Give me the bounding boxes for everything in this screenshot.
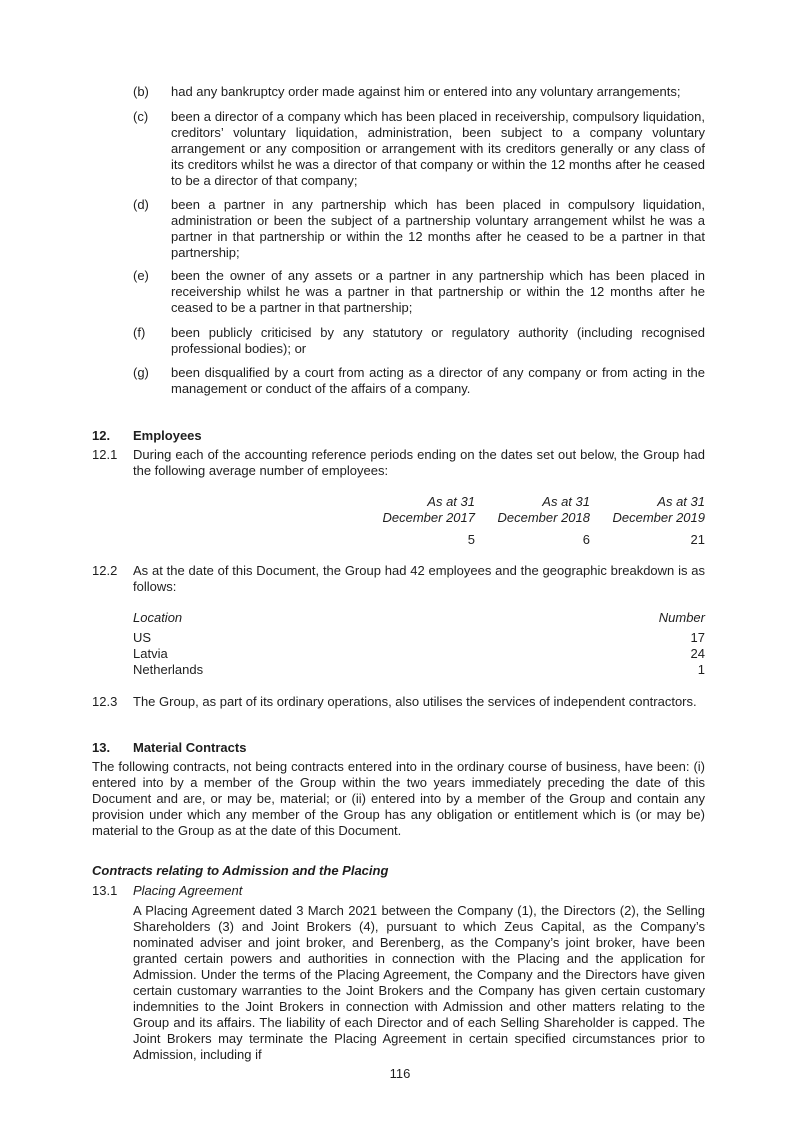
table-row: [133, 630, 705, 646]
list-item-b: [133, 84, 705, 100]
table-cell: 17: [690, 630, 705, 645]
column-header: As at 31: [427, 494, 475, 509]
section-number: 12.: [92, 428, 111, 443]
section-title: Material Contracts: [133, 740, 247, 755]
column-header: As at 31: [542, 494, 590, 509]
column-header: December 2017: [382, 510, 475, 525]
list-item-d: [133, 197, 705, 261]
section-intro: The following contracts, not being contracts entered into in the ordinary course of business, have been: (i) entered into by a member of the Group within the two years immediately preceding the date of this Document and are, or may be, material; or (ii) entered into by a member of the Group and contain any provision under which any member of the Group has any obligation or entitlement which is (or may be) material to the Group as at the date of this Document.: [92, 759, 705, 838]
paragraph-text: The Group, as part of its ordinary operations, also utilises the services of independent contractors.: [133, 694, 697, 709]
table-header-row: [360, 494, 705, 510]
table-cell: 24: [690, 646, 705, 661]
paragraph-number: 12.1: [92, 447, 118, 462]
list-item-text: been a director of a company which has been placed in receivership, compulsory liquidation, creditors’ voluntary liquidation, administration, been subject to a company voluntary arrangement or any composition or arrangement with its creditors generally or any class of its creditors whilst he was a director of that company or within the 12 months after he ceased to be a director of that company;: [171, 109, 705, 188]
section-number: 13.: [92, 740, 111, 755]
paragraph-number: 13.1: [92, 883, 118, 898]
list-item-g: [133, 365, 705, 397]
table-cell: 1: [697, 662, 705, 677]
section-title: Employees: [133, 428, 202, 443]
list-item-label: (f): [133, 325, 146, 340]
locations-table: [133, 610, 705, 678]
table-cell: US: [133, 630, 152, 645]
list-item-text: been the owner of any assets or a partner in any partnership which has been placed in receivership whilst he was a partner in that partnership or within the 12 months after he ceased to be a partner in that partnership;: [171, 268, 705, 315]
paragraph-12-3: [92, 694, 705, 710]
column-header: Location: [133, 610, 183, 625]
list-item-text: been publicly criticised by any statutory or regulatory authority (including recognised professional bodies); or: [171, 325, 705, 356]
list-item-e: [133, 268, 705, 316]
list-item-text: been a partner in any partnership which has been placed in compulsory liquidation, administration or been the subject of a partnership voluntary arrangement whilst he was a partner in that partnership or within the 12 months after he ceased to be a partner in that partnership;: [171, 197, 705, 260]
paragraph-title: Placing Agreement: [133, 883, 243, 898]
table-cell: Netherlands: [133, 662, 204, 677]
subheading: Contracts relating to Admission and the Placing: [92, 863, 389, 878]
list-item-f: [133, 325, 705, 357]
column-header: Number: [658, 610, 705, 625]
paragraph-13-1: [92, 883, 705, 1063]
section-heading-employees: [92, 428, 202, 444]
list-item-text: been disqualified by a court from acting as a director of any company or from acting in the management or conduct of the affairs of a company.: [171, 365, 705, 396]
table-header-row: [133, 610, 705, 626]
list-item-label: (e): [133, 268, 149, 283]
column-header: December 2019: [612, 510, 705, 525]
table-row: [133, 646, 705, 662]
list-item-label: (c): [133, 109, 149, 124]
paragraph-text: During each of the accounting reference periods ending on the dates set out below, the Group had the following average number of employees:: [133, 447, 705, 478]
paragraph-number: 12.3: [92, 694, 118, 709]
paragraph-12-2: [92, 563, 705, 595]
list-item-label: (b): [133, 84, 149, 99]
page-number: 116: [389, 1066, 411, 1081]
list-item-label: (d): [133, 197, 149, 212]
list-item-text: had any bankruptcy order made against him or entered into any voluntary arrangements;: [171, 84, 681, 99]
paragraph-text: A Placing Agreement dated 3 March 2021 between the Company (1), the Directors (2), the Selling Shareholders (3) and Joint Brokers (4), pursuant to which Zeus Capital, as the Company’s nominated adviser and joint broker, and Berenberg, as the Company’s joint broker, have been granted certain powers and authorities in connection with the Placing and the application for Admission. Under the terms of the Placing Agreement, the Company and the Directors have given certain customary warranties to the Joint Brokers and the Company has given certain customary indemnities to the Joint Brokers in connection with Admission and other matters relating to the Group and its affairs. The liability of each Director and of each Selling Shareholder is capped. The Joint Brokers may terminate the Placing Agreement in certain specified circumstances prior to Admission, including if: [133, 903, 705, 1062]
employees-table: [360, 494, 705, 548]
table-cell: 21: [690, 532, 705, 547]
column-header: As at 31: [657, 494, 705, 509]
table-header-row: [360, 510, 705, 526]
paragraph-number: 12.2: [92, 563, 118, 578]
table-cell: 6: [582, 532, 590, 547]
list-item-c: [133, 109, 705, 189]
table-cell: Latvia: [133, 646, 168, 661]
column-header: December 2018: [497, 510, 590, 525]
table-row: [133, 662, 705, 678]
table-cell: 5: [467, 532, 475, 547]
paragraph-12-1: [92, 447, 705, 479]
list-item-label: (g): [133, 365, 149, 380]
paragraph-text: As at the date of this Document, the Group had 42 employees and the geographic breakdown is as follows:: [133, 563, 705, 594]
table-row: [360, 532, 705, 548]
section-heading-material-contracts: [92, 740, 246, 756]
